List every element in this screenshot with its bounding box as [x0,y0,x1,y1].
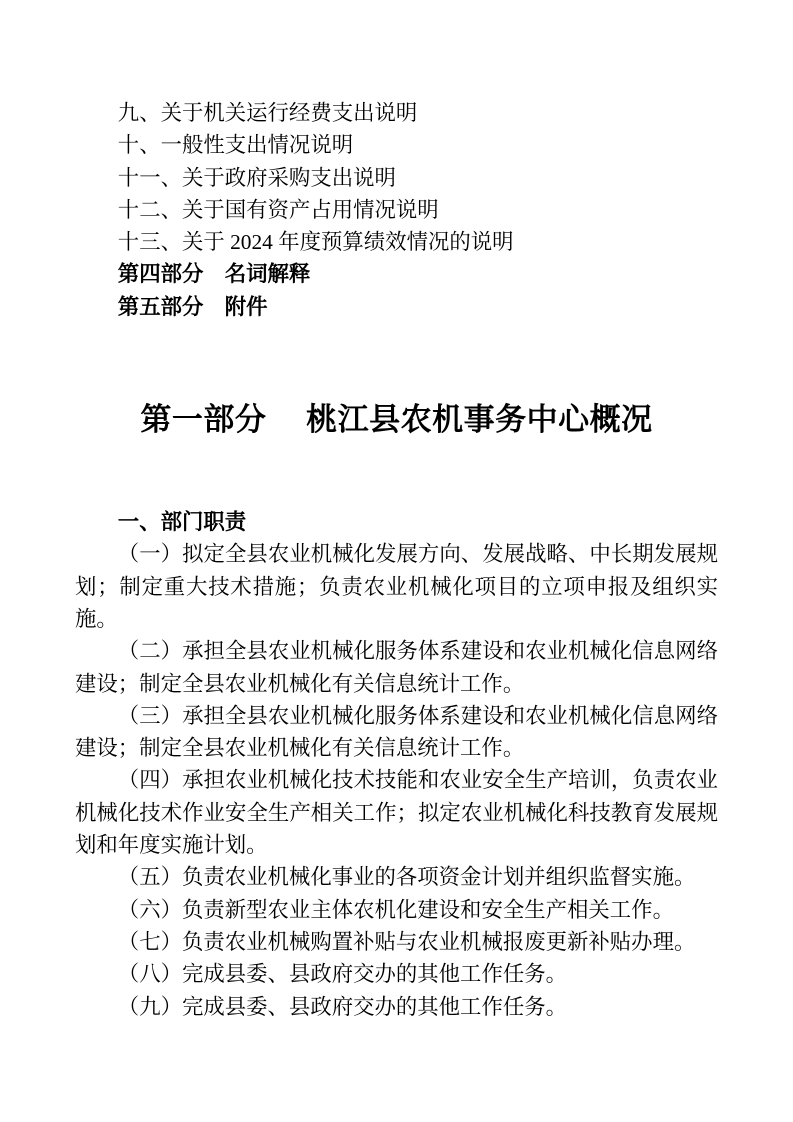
section-heading: 一、部门职责 [117,510,247,535]
duty-paragraph: （七）负责农业机械购置补贴与农业机械报废更新补贴办理。 [117,929,696,954]
toc-part-heading: 第四部分 名词解释 [117,262,311,287]
toc-item: 十二、关于国有资产占用情况说明 [117,197,439,222]
duty-paragraph: （二）承担全县农业机械化服务体系建设和农业机械化信息网络建设；制定全县农业机械化有关信息统计工作。 [75,639,718,696]
duty-paragraph: （六）负责新型农业主体农机化建设和安全生产相关工作。 [117,897,674,922]
duty-paragraph: （八）完成县委、县政府交办的其他工作任务。 [117,962,568,987]
toc-item: 十三、关于 2024 年度预算绩效情况的说明 [117,230,514,255]
duties-section [75,506,718,1023]
duty-paragraph: （三）承担全县农业机械化服务体系建设和农业机械化信息网络建设；制定全县农业机械化有关信息统计工作。 [75,703,718,761]
duty-paragraph: （九）完成县委、县政府交办的其他工作任务。 [117,994,568,1019]
duty-paragraph: （五）负责农业机械化事业的各项资金计划并组织监督实施。 [117,865,696,890]
toc-part-heading: 第五部分 附件 [117,294,268,319]
part-title: 第一部分 桃江县农机事务中心概况 [140,402,653,438]
duty-paragraph: （四）承担农业机械化技术技能和农业安全生产培训，负责农业机械化技术作业安全生产相关工作；拟定农业机械化科技教育发展规划和年度实施计划。 [75,768,718,858]
toc-item: 十一、关于政府采购支出说明 [117,165,396,190]
toc-item: 十、一般性支出情况说明 [117,133,354,158]
toc-item: 九、关于机关运行经费支出说明 [117,101,418,125]
table-of-contents [75,97,718,323]
duty-paragraph: （一）拟定全县农业机械化发展方向、发展战略、中长期发展规划；制定重大技术措施；负责农业机械化项目的立项申报及组织实施。 [75,542,718,631]
